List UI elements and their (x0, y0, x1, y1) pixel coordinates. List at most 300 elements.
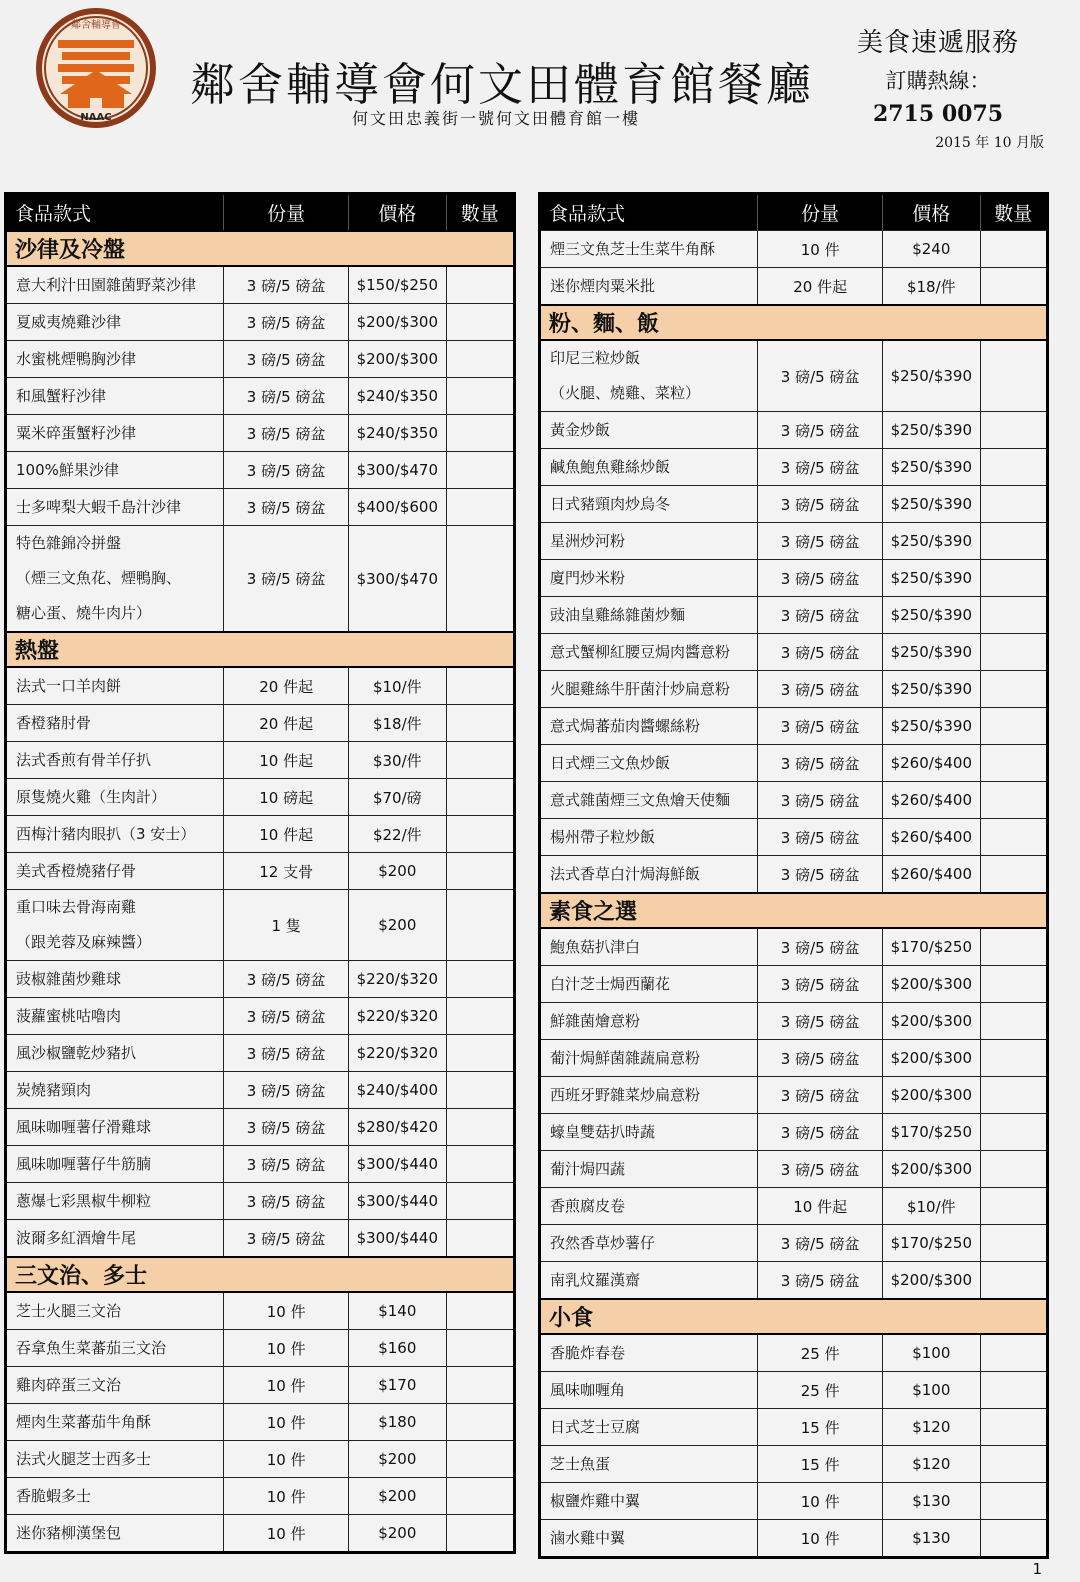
item-name: 波爾多紅酒燴牛尾 (16, 1229, 137, 1247)
item-quantity-field[interactable] (980, 1409, 1047, 1446)
category-row (540, 305, 1048, 340)
item-portion: 3 磅/5 磅盆 (758, 1077, 883, 1114)
item-quantity-field[interactable] (446, 378, 514, 415)
item-quantity-field[interactable] (980, 412, 1047, 449)
menu-item-row (6, 998, 515, 1035)
col-header-portion: 份量 (224, 194, 349, 232)
page-number: 1 (1032, 1560, 1042, 1578)
item-quantity-field[interactable] (980, 819, 1047, 856)
item-portion: 10 件 (758, 1520, 883, 1558)
item-portion: 3 磅/5 磅盆 (758, 340, 883, 412)
menu-item-row (540, 268, 1048, 306)
menu-item-row (540, 856, 1048, 894)
item-portion: 15 件 (758, 1409, 883, 1446)
item-name-cell (6, 341, 224, 378)
item-portion: 10 件 (224, 1330, 349, 1367)
item-name-cell (6, 779, 224, 816)
item-price: $200/$300 (349, 341, 447, 378)
item-name: 迷你豬柳漢堡包 (16, 1524, 122, 1542)
item-portion: 3 磅/5 磅盆 (758, 745, 883, 782)
naac-logo (30, 6, 162, 130)
item-price: $170 (349, 1367, 447, 1404)
item-name: 蠔皇雙菇扒時蔬 (550, 1123, 656, 1141)
item-quantity-field[interactable] (446, 961, 514, 998)
item-price: $30/件 (349, 742, 447, 779)
item-quantity-field[interactable] (446, 1330, 514, 1367)
item-quantity-field[interactable] (446, 266, 514, 304)
item-name: 意式焗蕃茄肉醬螺絲粉 (550, 717, 701, 735)
item-name-cell (540, 819, 758, 856)
item-name-cell (540, 671, 758, 708)
item-portion: 3 磅/5 磅盆 (224, 266, 349, 304)
category-row (540, 1299, 1048, 1334)
item-quantity-field[interactable] (980, 856, 1047, 894)
item-portion: 3 磅/5 磅盆 (224, 489, 349, 526)
item-name: 夏威夷燒雞沙律 (16, 313, 122, 331)
item-quantity-field[interactable] (446, 1183, 514, 1220)
col-header-price: 價格 (883, 194, 981, 231)
item-portion: 15 件 (758, 1446, 883, 1483)
item-price: $240/$400 (349, 1072, 447, 1109)
item-price: $200/$300 (883, 1077, 981, 1114)
menu-item-row (6, 1515, 515, 1553)
item-name: 芝士火腿三文治 (16, 1302, 122, 1320)
item-name-cell (540, 1077, 758, 1114)
item-quantity-field[interactable] (446, 1220, 514, 1258)
item-quantity-field[interactable] (980, 1483, 1047, 1520)
menu-item-row (540, 486, 1048, 523)
item-portion: 3 磅/5 磅盆 (758, 1151, 883, 1188)
item-name: 風沙椒鹽乾炒豬扒 (16, 1044, 137, 1062)
item-quantity-field[interactable] (446, 853, 514, 890)
item-portion: 3 磅/5 磅盆 (758, 966, 883, 1003)
item-price: $170/$250 (883, 1114, 981, 1151)
item-name: 粟米碎蛋蟹籽沙律 (16, 424, 137, 442)
item-name: （火腿、燒雞、菜粒） (550, 384, 701, 402)
menu-item-row (540, 1372, 1048, 1409)
item-portion: 3 磅/5 磅盆 (758, 819, 883, 856)
menu-item-row (6, 853, 515, 890)
item-price: $300/$440 (349, 1183, 447, 1220)
item-quantity-field[interactable] (980, 1003, 1047, 1040)
item-name-cell (6, 853, 224, 890)
menu-item-row (6, 890, 515, 961)
item-quantity-field[interactable] (980, 340, 1047, 412)
item-name: 椒鹽炸雞中翼 (550, 1492, 641, 1510)
item-quantity-field[interactable] (446, 667, 514, 705)
item-quantity-field[interactable] (980, 928, 1047, 966)
item-quantity-field[interactable] (446, 1035, 514, 1072)
category-title: 沙律及冷盤 (6, 231, 515, 266)
item-portion: 10 件 (224, 1515, 349, 1553)
item-price: $250/$390 (883, 560, 981, 597)
menu-item-row (6, 378, 515, 415)
menu-item-row (6, 1220, 515, 1258)
item-portion: 3 磅/5 磅盆 (224, 1146, 349, 1183)
item-name-cell (6, 526, 224, 633)
item-price: $170/$250 (883, 1225, 981, 1262)
item-name-cell (6, 816, 224, 853)
item-name: 風味咖喱角 (550, 1381, 626, 1399)
menu-item-row (6, 705, 515, 742)
item-quantity-field[interactable] (446, 304, 514, 341)
category-title: 素食之選 (540, 893, 1048, 928)
item-quantity-field[interactable] (980, 1225, 1047, 1262)
item-price: $200 (349, 853, 447, 890)
item-name-cell (540, 634, 758, 671)
menu-item-row (540, 1262, 1048, 1300)
item-price: $10/件 (349, 667, 447, 705)
menu-item-row (540, 634, 1048, 671)
menu-item-row (6, 1441, 515, 1478)
menu-item-row (540, 1483, 1048, 1520)
item-name: 蔥爆七彩黑椒牛柳粒 (16, 1192, 152, 1210)
item-portion: 3 磅/5 磅盆 (758, 671, 883, 708)
item-quantity-field[interactable] (980, 1188, 1047, 1225)
item-quantity-field[interactable] (980, 708, 1047, 745)
menu-item-row (6, 266, 515, 304)
item-portion: 3 磅/5 磅盆 (224, 341, 349, 378)
item-quantity-field[interactable] (980, 1520, 1047, 1558)
menu-item-row (540, 1446, 1048, 1483)
logo-bottom-text: NAAC (80, 112, 112, 123)
item-price: $18/件 (883, 268, 981, 306)
item-portion: 3 磅/5 磅盆 (224, 1220, 349, 1258)
item-name: 法式香草白汁焗海鮮飯 (550, 865, 701, 883)
item-name-cell (540, 1446, 758, 1483)
item-name-cell (540, 1040, 758, 1077)
item-name-cell (6, 378, 224, 415)
item-price: $300/$470 (349, 526, 447, 633)
menu-item-row (6, 1367, 515, 1404)
item-price: $140 (349, 1292, 447, 1330)
item-quantity-field[interactable] (980, 671, 1047, 708)
item-price: $130 (883, 1520, 981, 1558)
item-quantity-field[interactable] (980, 486, 1047, 523)
item-name: 100%鮮果沙律 (16, 461, 119, 479)
item-name-cell (6, 1183, 224, 1220)
item-quantity-field[interactable] (446, 1072, 514, 1109)
item-price: $180 (349, 1404, 447, 1441)
item-name: 楊州帶子粒炒飯 (550, 828, 656, 846)
item-price: $240/$350 (349, 415, 447, 452)
menu-item-row (6, 816, 515, 853)
menu-item-row (540, 928, 1048, 966)
item-name-cell (540, 486, 758, 523)
menu-item-row (540, 1040, 1048, 1077)
item-portion: 10 件 (224, 1367, 349, 1404)
item-price: $160 (349, 1330, 447, 1367)
item-portion: 10 件起 (224, 816, 349, 853)
item-name-cell (6, 1072, 224, 1109)
item-quantity-field[interactable] (446, 341, 514, 378)
edition-label: 2015 年 10 月版 (935, 135, 1044, 151)
col-header-name: 食品款式 (540, 194, 758, 231)
menu-item-row (540, 1003, 1048, 1040)
item-quantity-field[interactable] (446, 890, 514, 961)
item-name-cell (6, 998, 224, 1035)
item-name-cell (540, 268, 758, 306)
item-name-cell (540, 1188, 758, 1225)
item-name: 意大利汁田園雜菌野菜沙律 (16, 276, 197, 294)
item-name: 南乳炆羅漢齋 (550, 1271, 641, 1289)
item-price: $250/$390 (883, 449, 981, 486)
category-title: 粉、麵、飯 (540, 305, 1048, 340)
menu-item-row (6, 304, 515, 341)
item-name: 士多啤梨大蝦千島汁沙律 (16, 498, 182, 516)
item-price: $70/磅 (349, 779, 447, 816)
menu-item-row (6, 1146, 515, 1183)
item-price: $200/$300 (883, 1151, 981, 1188)
item-quantity-field[interactable] (446, 816, 514, 853)
item-price: $300/$470 (349, 452, 447, 489)
item-price: $10/件 (883, 1188, 981, 1225)
item-name-cell (6, 452, 224, 489)
item-price: $200 (349, 1441, 447, 1478)
item-portion: 10 件 (224, 1292, 349, 1330)
item-portion: 3 磅/5 磅盆 (224, 1183, 349, 1220)
item-quantity-field[interactable] (980, 1446, 1047, 1483)
menu-item-row (540, 1520, 1048, 1558)
item-portion: 3 磅/5 磅盆 (758, 634, 883, 671)
item-portion: 3 磅/5 磅盆 (758, 1262, 883, 1300)
item-quantity-field[interactable] (980, 1262, 1047, 1300)
item-portion: 3 磅/5 磅盆 (758, 412, 883, 449)
menu-item-row (6, 1478, 515, 1515)
item-portion: 10 件 (224, 1441, 349, 1478)
item-quantity-field[interactable] (980, 745, 1047, 782)
item-price: $250/$390 (883, 634, 981, 671)
menu-item-row (540, 1151, 1048, 1188)
item-name-cell (6, 415, 224, 452)
item-name: 火腿雞絲牛肝菌汁炒扁意粉 (550, 680, 731, 698)
item-price: $300/$440 (349, 1146, 447, 1183)
item-portion: 3 磅/5 磅盆 (224, 526, 349, 633)
item-name-cell (540, 1409, 758, 1446)
item-portion: 3 磅/5 磅盆 (758, 782, 883, 819)
item-price: $260/$400 (883, 856, 981, 894)
item-price: $240 (883, 231, 981, 268)
item-portion: 3 磅/5 磅盆 (224, 1035, 349, 1072)
item-portion: 3 磅/5 磅盆 (758, 560, 883, 597)
item-price: $260/$400 (883, 819, 981, 856)
menu-item-row (6, 1183, 515, 1220)
item-name-cell (6, 1109, 224, 1146)
menu-item-row (540, 1114, 1048, 1151)
item-name: （跟羌蓉及麻辣醬） (16, 933, 152, 951)
item-quantity-field[interactable] (446, 705, 514, 742)
item-name-cell (540, 1003, 758, 1040)
col-header-name: 食品款式 (6, 194, 224, 232)
item-portion: 3 磅/5 磅盆 (758, 928, 883, 966)
menu-item-row (540, 708, 1048, 745)
item-portion: 10 件 (758, 1483, 883, 1520)
item-name: 美式香橙燒豬仔骨 (16, 862, 137, 880)
item-quantity-field[interactable] (980, 966, 1047, 1003)
menu-item-row (540, 745, 1048, 782)
menu-item-row (540, 1225, 1048, 1262)
item-price: $250/$390 (883, 340, 981, 412)
menu-item-row (540, 340, 1048, 412)
item-name: 葡汁焗鮮菌雜蔬扁意粉 (550, 1049, 701, 1067)
menu-item-row (6, 1035, 515, 1072)
item-name: 鮮雜菌燴意粉 (550, 1012, 641, 1030)
item-name: 煙肉生菜蕃茄牛角酥 (16, 1413, 152, 1431)
item-quantity-field[interactable] (446, 1146, 514, 1183)
item-quantity-field[interactable] (446, 998, 514, 1035)
item-quantity-field[interactable] (980, 1040, 1047, 1077)
menu-item-row (540, 1077, 1048, 1114)
item-portion: 3 磅/5 磅盆 (224, 1072, 349, 1109)
item-price: $250/$390 (883, 708, 981, 745)
item-quantity-field[interactable] (446, 1478, 514, 1515)
item-quantity-field[interactable] (980, 268, 1047, 306)
item-name: 黃金炒飯 (550, 421, 611, 439)
item-quantity-field[interactable] (980, 523, 1047, 560)
menu-table-right (538, 192, 1049, 1559)
item-name: 菠蘿蜜桃咕嚕肉 (16, 1007, 122, 1025)
item-price: $220/$320 (349, 961, 447, 998)
item-price: $100 (883, 1372, 981, 1409)
item-price: $18/件 (349, 705, 447, 742)
item-name: 星洲炒河粉 (550, 532, 626, 550)
item-name: 葡汁焗四蔬 (550, 1160, 626, 1178)
restaurant-address: 何文田忠義街一號何文田體育館一樓 (352, 109, 641, 128)
item-name-cell (6, 890, 224, 961)
menu-item-row (540, 523, 1048, 560)
item-name-cell (6, 489, 224, 526)
item-quantity-field[interactable] (446, 779, 514, 816)
item-name: 香煎腐皮卷 (550, 1197, 626, 1215)
item-quantity-field[interactable] (446, 1367, 514, 1404)
col-header-portion: 份量 (758, 194, 883, 231)
item-portion: 10 磅起 (224, 779, 349, 816)
item-name-cell (540, 966, 758, 1003)
item-name: 吞拿魚生菜蕃茄三文治 (16, 1339, 167, 1357)
item-quantity-field[interactable] (446, 1404, 514, 1441)
item-name: 意式蟹柳紅腰豆焗肉醬意粉 (550, 643, 731, 661)
item-portion: 3 磅/5 磅盆 (224, 415, 349, 452)
item-name-cell (6, 1367, 224, 1404)
item-name-cell (540, 856, 758, 894)
item-price: $250/$390 (883, 486, 981, 523)
menu-item-row (6, 1072, 515, 1109)
item-quantity-field[interactable] (446, 526, 514, 633)
menu-item-row (540, 819, 1048, 856)
col-header-price: 價格 (349, 194, 447, 232)
item-name-cell (540, 523, 758, 560)
category-row (6, 1257, 515, 1292)
item-quantity-field[interactable] (980, 560, 1047, 597)
item-portion: 3 磅/5 磅盆 (758, 523, 883, 560)
item-name-cell (540, 708, 758, 745)
item-price: $220/$320 (349, 998, 447, 1035)
item-portion: 20 件起 (224, 705, 349, 742)
item-portion: 10 件 (224, 1478, 349, 1515)
item-quantity-field[interactable] (446, 1109, 514, 1146)
item-quantity-field[interactable] (980, 231, 1047, 268)
item-name: 鮑魚菇扒津白 (550, 938, 641, 956)
item-name: 水蜜桃煙鴨胸沙律 (16, 350, 137, 368)
item-quantity-field[interactable] (446, 742, 514, 779)
menu-item-row (6, 742, 515, 779)
item-price: $300/$440 (349, 1220, 447, 1258)
item-name-cell (540, 1151, 758, 1188)
item-name: 香脆炸春卷 (550, 1344, 626, 1362)
item-portion: 10 件起 (758, 1188, 883, 1225)
item-name: 風味咖喱薯仔牛筋腩 (16, 1155, 152, 1173)
item-quantity-field[interactable] (446, 489, 514, 526)
menu-item-row (540, 560, 1048, 597)
category-title: 熱盤 (6, 632, 515, 667)
restaurant-title: 鄰舍輔導會何文田體育館餐廳 (190, 58, 815, 111)
delivery-service-box (838, 22, 1038, 127)
item-quantity-field[interactable] (980, 1077, 1047, 1114)
item-name-cell (6, 742, 224, 779)
item-name: 炭燒豬頸肉 (16, 1081, 92, 1099)
menu-item-row (6, 667, 515, 705)
item-quantity-field[interactable] (446, 1441, 514, 1478)
item-name-cell (6, 1441, 224, 1478)
item-name-cell (540, 412, 758, 449)
item-quantity-field[interactable] (980, 782, 1047, 819)
item-quantity-field[interactable] (446, 452, 514, 489)
menu-item-row (540, 597, 1048, 634)
item-name-cell (540, 597, 758, 634)
item-quantity-field[interactable] (980, 449, 1047, 486)
menu-item-row (6, 1109, 515, 1146)
item-portion: 3 磅/5 磅盆 (758, 1003, 883, 1040)
item-quantity-field[interactable] (980, 1114, 1047, 1151)
item-price: $240/$350 (349, 378, 447, 415)
item-name: 雞肉碎蛋三文治 (16, 1376, 122, 1394)
item-portion: 3 磅/5 磅盆 (224, 1109, 349, 1146)
item-name-cell (6, 667, 224, 705)
item-portion: 10 件 (758, 231, 883, 268)
item-name: 法式香煎有骨羊仔扒 (16, 751, 152, 769)
hotline-number[interactable]: 2715 0075 (872, 101, 1004, 127)
item-quantity-field[interactable] (446, 1515, 514, 1553)
menu-item-row (540, 782, 1048, 819)
item-name: 法式火腿芝士西多士 (16, 1450, 152, 1468)
item-name-cell (6, 266, 224, 304)
item-name: 西梅汁豬肉眼扒（3 安士） (16, 825, 196, 843)
item-name: 西班牙野雜菜炒扁意粉 (550, 1086, 701, 1104)
item-name: 法式一口羊肉餅 (16, 677, 122, 695)
category-row (540, 893, 1048, 928)
item-name: 香脆蝦多士 (16, 1487, 92, 1505)
item-name-cell (6, 1515, 224, 1553)
item-name: 日式煙三文魚炒飯 (550, 754, 671, 772)
item-quantity-field[interactable] (980, 1334, 1047, 1372)
item-name: 和風蟹籽沙律 (16, 387, 107, 405)
item-quantity-field[interactable] (980, 634, 1047, 671)
menu-item-row (540, 1334, 1048, 1372)
item-price: $100 (883, 1334, 981, 1372)
menu-item-row (540, 1409, 1048, 1446)
menu-item-row (6, 452, 515, 489)
item-quantity-field[interactable] (980, 597, 1047, 634)
item-price: $280/$420 (349, 1109, 447, 1146)
item-quantity-field[interactable] (446, 415, 514, 452)
item-portion: 10 件 (224, 1404, 349, 1441)
item-quantity-field[interactable] (980, 1151, 1047, 1188)
item-quantity-field[interactable] (980, 1372, 1047, 1409)
item-price: $200/$300 (349, 304, 447, 341)
category-row (6, 231, 515, 266)
item-quantity-field[interactable] (446, 1292, 514, 1330)
item-price: $120 (883, 1409, 981, 1446)
